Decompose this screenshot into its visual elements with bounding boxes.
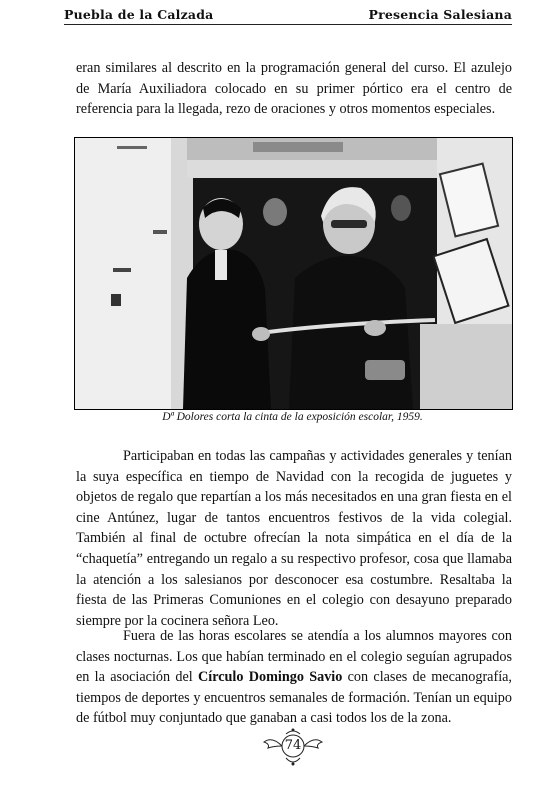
header-chapter-title: Presencia Salesiana bbox=[368, 7, 512, 22]
paragraph-intro: eran similares al descrito en la programación general del curso. El azulejo de María Auxiliadora colocado en su primer pórtico era el centro de referencia para la llegada, rezo de oraciones y otros momentos especiales. bbox=[76, 60, 512, 118]
running-header bbox=[64, 0, 512, 25]
header-book-title: Puebla de la Calzada bbox=[64, 7, 214, 22]
photo-ribbon-cutting bbox=[74, 137, 513, 410]
paragraph-text-end: con clases de mecanografía, tiempos de deportes y encuentros semanales de formación. Tenían un equipo de fútbol muy conjuntado que ganaban a casi todos los de la zona. bbox=[76, 669, 512, 727]
paragraph-campaigns: Participaban en todas las campañas y actividades generales y tenían la suya específica en tiempo de Navidad con la recogida de juguetes y objetos de regalo que repartían a los más necesitados en una gran fiesta en el cine Antúnez, lugar de tantos encuentros festivos de la vida colegial. También al final de octubre ofrecían la nota simpática en el día de la “chaquetía” entregando un regalo a su respectivo profesor, cosa que llamaba la atención a los salesianos por desconocer esa costumbre. Resaltaba la fiesta de las Primeras Comuniones en el colegio con desayuno preparado siempre por la cocinera señora Leo. bbox=[76, 448, 512, 629]
paragraph-text-start: Fuera de las horas escolares se atendía a los alumnos mayores con clases nocturnas. Los que habían terminado en el colegio seguían agrupados en la asociación del bbox=[76, 628, 512, 686]
photo-illustration bbox=[75, 138, 512, 409]
circulo-domingo-savio-name: Círculo Domingo Savio bbox=[198, 669, 343, 686]
page-number: 74 bbox=[284, 738, 302, 753]
paragraph-night-classes bbox=[76, 626, 512, 729]
photo-caption: Dª Dolores corta la cinta de la exposición escolar, 1959. bbox=[162, 411, 423, 423]
page-number-ornament bbox=[258, 726, 328, 770]
